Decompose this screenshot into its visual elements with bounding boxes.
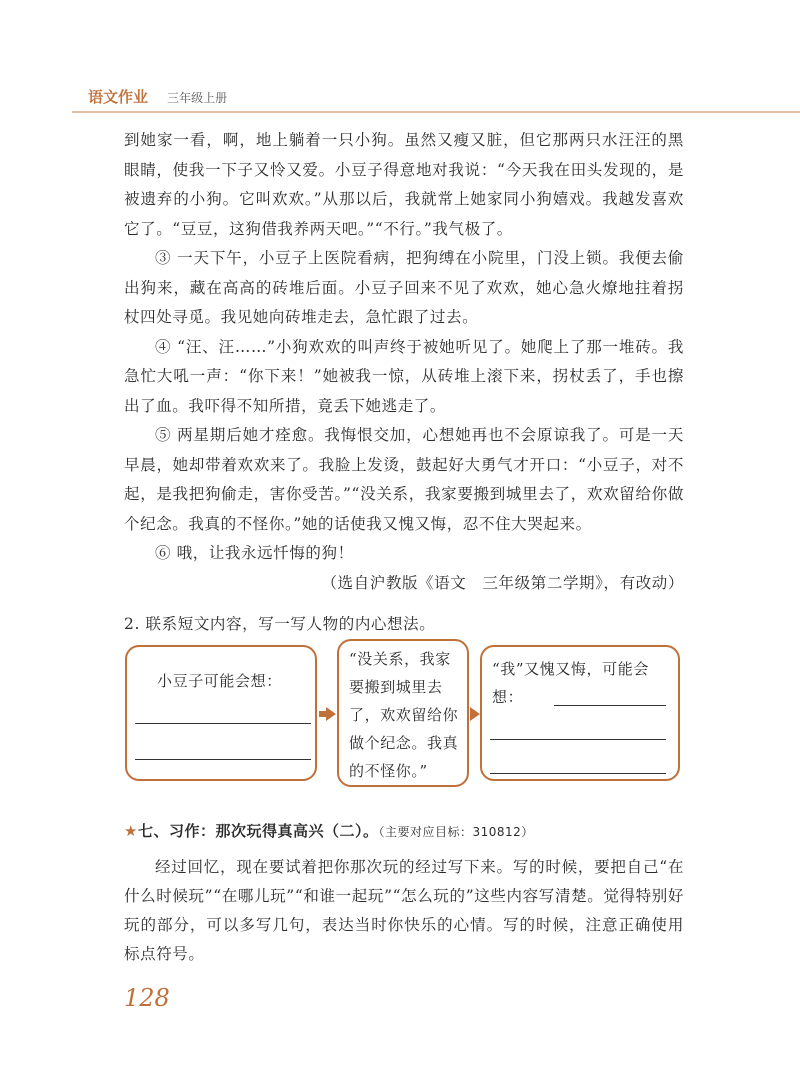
xiaodouzi-thought-label: 小豆子可能会想： (157, 672, 282, 690)
star-icon: ★ (124, 822, 138, 840)
book-grade: 三年级上册 (167, 91, 228, 105)
arrow-right-icon (326, 707, 336, 721)
answer-line[interactable] (135, 759, 311, 760)
section-7-title-row (124, 817, 684, 847)
arrow-right-icon (470, 707, 480, 721)
page-header (88, 86, 227, 107)
section-7-instructions: 经过回忆，现在要试着把你那次玩的经过写下来。写的时候，要把自己“在什么时候玩”“在哪儿玩”“和谁一起玩”“怎么玩的”这些内容写清楚。觉得特别好玩的部分，可以多写几句，表达当时你快乐的心情。写的时候，注意正确使用标点符号。 (124, 858, 684, 963)
story-paragraph-3: ③ 一天下午，小豆子上医院看病，把狗缚在小院里，门没上锁。我便去偷出狗来，藏在高高的砖堆后面。小豆子回来不见了欢欢，她心急火燎地拄着拐杖四处寻觅。我见她向砖堆走去，急忙跟了过去。 (124, 249, 684, 326)
me-thought-label: “我”又愧又悔，可能会想： (492, 660, 649, 706)
thought-flow-diagram (125, 645, 680, 785)
story-paragraph-5: ⑤ 两星期后她才痊愈。我悔恨交加，心想她再也不会原谅我了。可是一天早晨，她却带着欢欢来了。我脸上发烫，鼓起好大勇气才开口：“小豆子，对不起，是我把狗偷走，害你受苦。”“没关系，我家要搬到城里去了，欢欢留给你做个纪念。我真的不怪你。”她的话使我又愧又悔，忍不住大哭起来。 (124, 426, 684, 533)
xiaodouzi-thought-box (125, 645, 317, 781)
answer-line[interactable] (490, 773, 666, 774)
story-paragraph-4: ④ “汪、汪……”小狗欢欢的叫声终于被她听见了。她爬上了那一堆砖。我急忙大吼一声：“你下来！”她被我一惊，从砖堆上滚下来，拐杖丢了，手也擦出了血。我吓得不知所措，竟丢下她逃走了。 (124, 337, 684, 415)
book-subject: 语文作业 (88, 88, 149, 106)
section-7-title: 七、习作：那次玩得真高兴（二）。 (137, 822, 379, 840)
section-7 (124, 817, 684, 969)
dialogue-quote-text: “没关系，我家要搬到城里去了，欢欢留给你做个纪念。我真的不怪你。” (349, 650, 459, 780)
section-7-target: （主要对应目标：310812） (378, 825, 534, 839)
answer-line[interactable] (490, 739, 666, 740)
story-body (124, 126, 684, 640)
story-paragraph-2-cont: 到她家一看，啊，地上躺着一只小狗。虽然又瘦又脏，但它那两只水汪汪的黑眼睛，使我一下子又怜又爱。小豆子得意地对我说：“今天我在田头发现的，是被遗弃的小狗。它叫欢欢。”从那以后，我就常上她家同小狗嬉戏。我越发喜欢它了。“豆豆，这狗借我养两天吧。”“不行。”我气极了。 (124, 131, 684, 238)
me-thought-box (480, 645, 680, 781)
answer-line[interactable] (135, 723, 311, 724)
question-2-prompt: 2. 联系短文内容，写一写人物的内心想法。 (124, 615, 436, 633)
dialogue-quote-box (337, 639, 469, 787)
story-source: （选自沪教版《语文 三年级第二学期》，有改动） (321, 573, 684, 592)
page-number: 128 (124, 984, 170, 1012)
answer-line[interactable] (554, 705, 666, 706)
story-paragraph-6: ⑥ 哦，让我永远忏悔的狗！ (155, 544, 354, 562)
header-divider (72, 111, 800, 113)
